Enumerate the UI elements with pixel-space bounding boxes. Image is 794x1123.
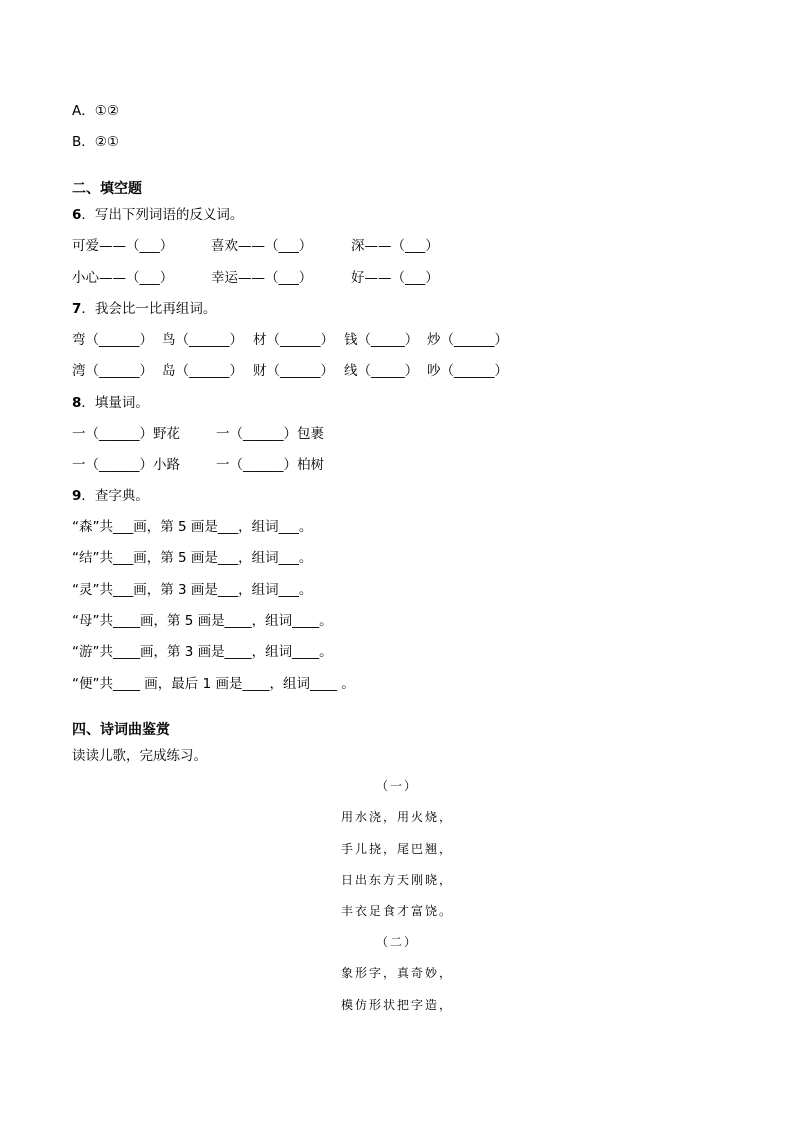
q7-item: 财（______） — [253, 363, 334, 379]
q6-item: 幸运——（___） — [211, 270, 313, 286]
poem-instruction: 读读儿歌，完成练习。 — [72, 748, 207, 764]
q9-line: “森”共___画，第 5 画是___，组词___。 — [72, 519, 313, 535]
question-prompt: ．查字典。 — [81, 488, 149, 504]
poem-line: 手儿挠，尾巴翘， — [340, 842, 453, 856]
q7-item: 湾（______） — [72, 363, 153, 379]
question-9 — [72, 487, 149, 505]
question-number: 7 — [72, 301, 82, 317]
poem-line: 用水浇，用火烧， — [340, 810, 453, 824]
q6-item: 小心——（___） — [72, 270, 174, 286]
section-title-poetry: 四、诗词曲鉴赏 — [72, 722, 170, 738]
q8-item: 一（______）小路 — [72, 457, 180, 473]
q6-item: 深——（___） — [351, 238, 439, 254]
poem-line: 模仿形状把字造， — [340, 998, 453, 1012]
q9-line: “母”共____画，第 5 画是____，组词____。 — [72, 613, 333, 629]
question-number: 9 — [72, 488, 82, 504]
q8-item: 一（______）柏树 — [216, 457, 324, 473]
question-number: 8 — [72, 395, 82, 411]
q8-item: 一（______）包裹 — [216, 426, 324, 442]
poem-line: 日出东方天刚晓， — [340, 873, 453, 887]
question-prompt: ．填量词。 — [81, 395, 149, 411]
q6-item: 好——（___） — [351, 270, 439, 286]
q6-item: 喜欢——（___） — [211, 238, 313, 254]
q7-item: 岛（______） — [162, 363, 243, 379]
q7-item: 钱（_____） — [344, 332, 419, 348]
poem-1-label: （一） — [375, 779, 418, 793]
poem-line: 丰衣足食才富饶。 — [340, 904, 453, 918]
q8-item: 一（______）野花 — [72, 426, 180, 442]
option-b: B．②① — [72, 134, 119, 150]
q7-item: 线（_____） — [344, 363, 419, 379]
q7-item: 鸟（______） — [162, 332, 243, 348]
q7-item: 材（______） — [253, 332, 334, 348]
q6-item: 可爱——（___） — [72, 238, 174, 254]
question-7 — [72, 300, 216, 318]
q9-line: “灵”共___画，第 3 画是___，组词___。 — [72, 582, 313, 598]
q7-item: 吵（______） — [427, 363, 508, 379]
question-6 — [72, 206, 243, 224]
question-8 — [72, 394, 149, 412]
q9-line: “便”共____ 画，最后 1 画是____，组词____ 。 — [72, 676, 355, 692]
q9-line: “结”共___画，第 5 画是___，组词___。 — [72, 550, 313, 566]
q7-item: 弯（______） — [72, 332, 153, 348]
question-number: 6 — [72, 207, 82, 223]
q7-item: 炒（______） — [427, 332, 508, 348]
poem-2-label: （二） — [375, 935, 418, 949]
q9-line: “游”共____画，第 3 画是____，组词____。 — [72, 644, 333, 660]
question-prompt: ．写出下列词语的反义词。 — [81, 207, 244, 223]
question-prompt: ．我会比一比再组词。 — [81, 301, 217, 317]
option-a: A．①② — [72, 103, 119, 119]
section-title-fill-in: 二、填空题 — [72, 181, 142, 197]
poem-line: 象形字，真奇妙， — [340, 966, 453, 980]
